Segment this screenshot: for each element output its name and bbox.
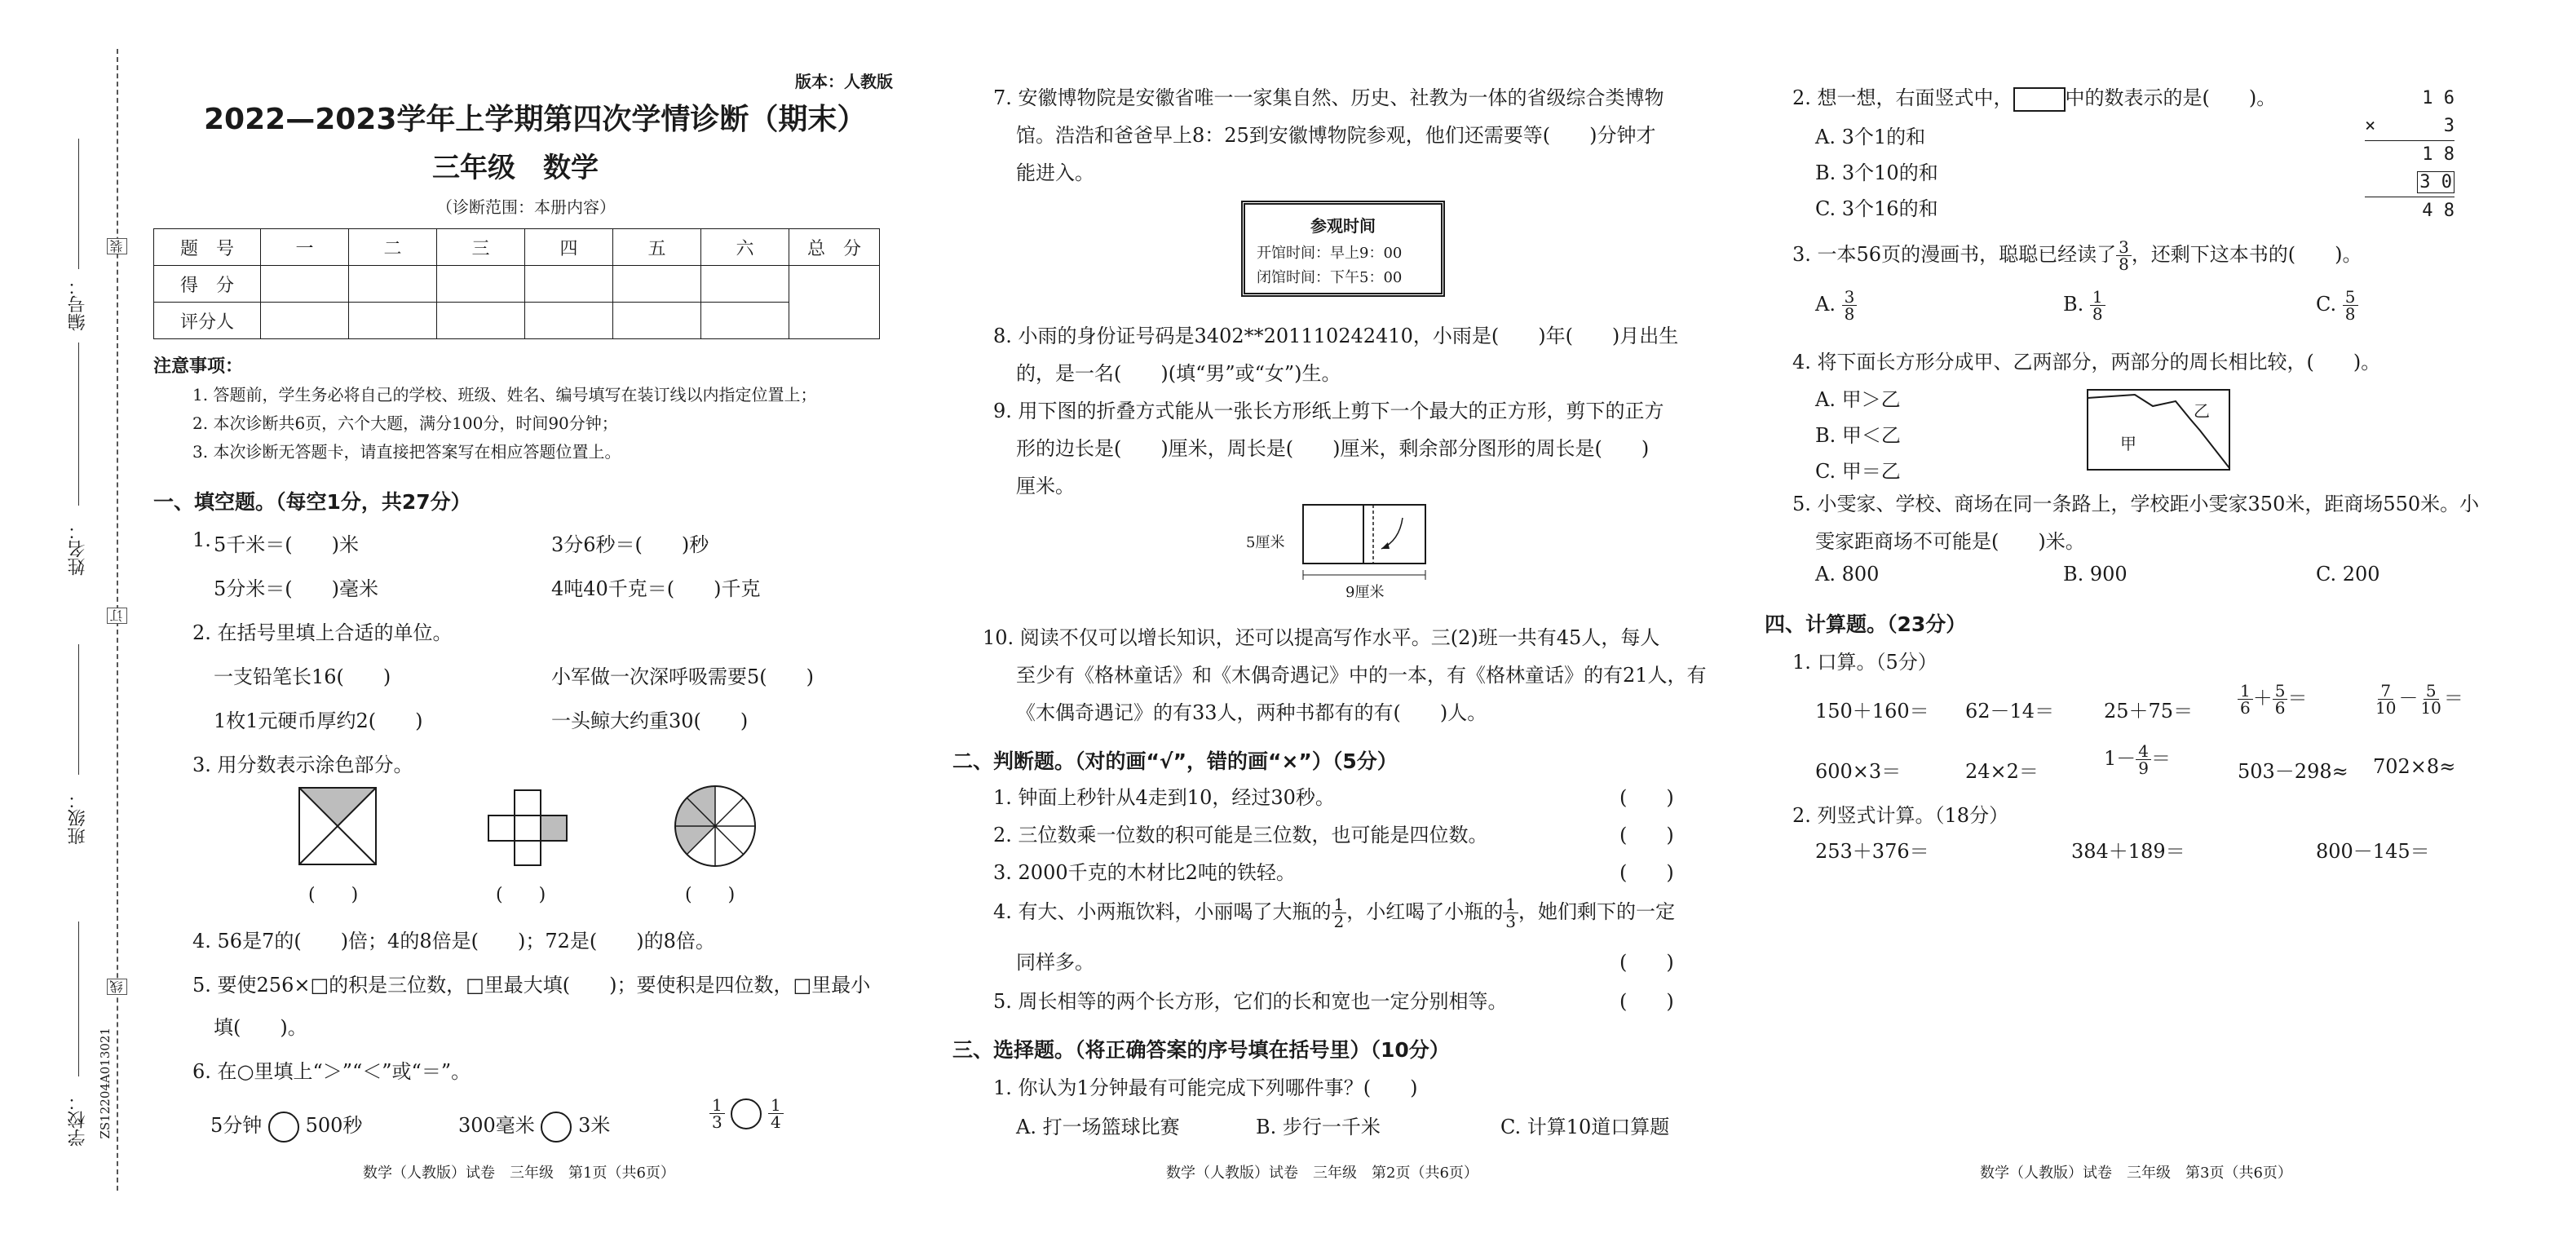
choice-2-option[interactable]: B. 3个10的和 <box>1815 161 1938 184</box>
q8-line: 的，是一名( )(填“男”或“女”)生。 <box>1016 362 1341 385</box>
score-table-header <box>154 229 880 266</box>
score-row-label: 得 分 <box>154 266 261 303</box>
note-item: 2. 本次诊断共6页，六个大题，满分100分，时间90分钟； <box>192 413 618 433</box>
fraction: $\frac{3}{8}$ <box>2116 239 2132 272</box>
paper-code: ZS12204A013021 <box>98 1028 113 1139</box>
score-header-cell: 四 <box>525 229 613 266</box>
fraction: $\frac{1}{2}$ <box>1332 896 1347 930</box>
column-calc-title: 2. 列竖式计算。（18分） <box>1792 804 2009 827</box>
q7-line: 馆。浩浩和爸爸早上8：25到安徽博物院参观，他们还需要等( )分钟才 <box>1016 124 1656 147</box>
choice-2: 2. 想一想，右面竖式中， 中的数表示的是( )。 <box>1792 82 2276 112</box>
choice-3: 3. 一本56页的漫画书，聪聪已经读了 $\frac{3}{8}$ ，还剩下这本书的( )。 <box>1792 237 2362 274</box>
page-footer: 数学（人教版）试卷 三年级 第2页（共6页） <box>1166 1165 1478 1182</box>
q6-item-b <box>458 1109 610 1143</box>
choice-1: 1. 你认为1分钟最有可能完成下列哪件事？( ) <box>993 1076 1418 1099</box>
q3-figure-square <box>298 787 377 865</box>
compare-circle[interactable] <box>541 1112 572 1143</box>
note-item: 3. 本次诊断无答题卡，请直接把答案写在相应答题位置上。 <box>192 442 621 462</box>
visit-hours-board <box>1241 201 1445 297</box>
q2-item: 小军做一次深呼吸需要5( ) <box>551 665 814 688</box>
judge-answer[interactable]: ( ) <box>1619 786 1674 809</box>
q7-line: 能进入。 <box>1016 161 1094 184</box>
q2-item: 1枚1元硬币厚约2( ) <box>214 709 423 732</box>
q3-blank[interactable]: ( ) <box>685 885 736 905</box>
choice-4: 4. 将下面长方形分成甲、乙两部分，两部分的周长相比较，( )。 <box>1792 351 2381 373</box>
vert-top: 1 6 <box>2422 88 2454 108</box>
q10-line: 10. 阅读不仅可以增长知识，还可以提高写作水平。三(2)班一共有45人，每人 <box>983 626 1660 649</box>
column-calc-item[interactable]: 800－145＝ <box>2316 840 2430 863</box>
region-yi-label: 乙 <box>2194 401 2210 421</box>
judge-item: 1. 钟面上秒针从4走到10，经过30秒。 <box>993 786 1335 809</box>
oral-calc-item[interactable]: 62－14＝ <box>1965 700 2055 723</box>
binding-mark-xian: 线 <box>107 979 127 995</box>
score-header-cell: 五 <box>613 229 701 266</box>
score-header-cell: 一 <box>261 229 349 266</box>
q1-item: 3分6秒＝( )秒 <box>551 533 709 556</box>
q9-fold-figure <box>1297 502 1443 583</box>
q10-line: 《木偶奇遇记》的有33人，两种书都有的有( )人。 <box>1016 701 1487 724</box>
q2-text: 2. 在括号里填上合适的单位。 <box>192 621 453 644</box>
q3-text: 3. 用分数表示涂色部分。 <box>192 754 413 776</box>
exam-subtitle: 三年级 数学 <box>432 152 599 184</box>
q8-line: 8. 小雨的身份证号码是3402**201110242410，小雨是( )年( )月出生 <box>993 325 1679 347</box>
q3-figure-circle <box>674 785 757 868</box>
judge-answer[interactable]: ( ) <box>1619 990 1674 1013</box>
choice-5-option[interactable]: C. 200 <box>2316 563 2380 586</box>
score-cell[interactable] <box>261 266 349 303</box>
choice-1-option[interactable]: A. 打一场篮球比赛 <box>1016 1116 1180 1138</box>
choice-5-line: 5. 小雯家、学校、商场在同一条路上，学校距小雯家350米，距商场550米。小 <box>1792 493 2480 515</box>
edition-label: 版本：人教版 <box>795 72 893 91</box>
grader-cell[interactable] <box>349 303 437 339</box>
field-number-line[interactable] <box>78 139 79 269</box>
grader-row <box>154 303 880 339</box>
q6-text: 6. 在○里填上“＞”“＜”或“＝”。 <box>192 1060 471 1083</box>
choice-3-option[interactable]: A. $\frac{3}{8}$ <box>1815 289 1857 322</box>
grader-row-label: 评分人 <box>154 303 261 339</box>
q1-item: 4吨40千克＝( )千克 <box>551 577 761 600</box>
field-name-label: 姓名： <box>68 522 88 576</box>
judge-item: 2. 三位数乘一位数的积可能是三位数，也可能是四位数。 <box>993 824 1488 846</box>
grader-cell[interactable] <box>613 303 701 339</box>
exam-scope: （诊断范围：本册内容） <box>436 197 616 217</box>
q2-item: 一支铅笔长16( ) <box>214 665 391 688</box>
fraction: $\frac{1}{4}$ <box>768 1097 784 1130</box>
judge-item-4: 4. 有大、小两瓶饮料，小丽喝了大瓶的 $\frac{1}{2}$ ，小红喝了小瓶的 $\frac{1}{3}$ ，她们剩下的一定 <box>993 895 1675 931</box>
column-calc-item[interactable]: 384＋189＝ <box>2071 840 2185 863</box>
field-class-line[interactable] <box>78 644 79 775</box>
field-name-line[interactable] <box>78 343 79 506</box>
score-header-cell: 总 分 <box>789 229 880 266</box>
choice-5-option[interactable]: B. 900 <box>2063 563 2128 586</box>
choice-5-line: 雯家距商场不可能是( )米。 <box>1815 530 2085 553</box>
highlight-box <box>2013 87 2066 112</box>
fraction: $\frac{1}{3}$ <box>709 1097 725 1130</box>
score-table <box>153 228 880 339</box>
judge-answer[interactable]: ( ) <box>1619 861 1674 884</box>
column-calc-item[interactable]: 253＋376＝ <box>1815 840 1929 863</box>
q9-line: 厘米。 <box>1016 475 1075 497</box>
section-3-title: 三、选择题。（将正确答案的序号填在括号里）（10分） <box>952 1038 1450 1062</box>
q5-text: 5. 要使256×□的积是三位数，□里最大填( )；要使积是四位数，□里最小 <box>192 974 871 997</box>
q3-blank[interactable]: ( ) <box>496 885 546 905</box>
section-2-title: 二、判断题。（对的画“√”，错的画“×”）（5分） <box>952 749 1398 773</box>
score-header-cell: 六 <box>701 229 789 266</box>
vert-result: 4 8 <box>2365 197 2454 225</box>
choice-1-option[interactable]: B. 步行一千米 <box>1256 1116 1381 1138</box>
score-header-cell: 题 号 <box>154 229 261 266</box>
vert-partial-1: 1 8 <box>2365 140 2454 169</box>
compare-circle[interactable] <box>731 1098 762 1129</box>
exam-title: 2022—2023学年上学期第四次学情诊断（期末） <box>204 103 867 136</box>
choice-3-option[interactable]: B. $\frac{1}{8}$ <box>2063 289 2105 322</box>
choice-4-option[interactable]: B. 甲＜乙 <box>1815 424 1901 447</box>
judge-answer[interactable]: ( ) <box>1619 951 1674 974</box>
region-jia-label: 甲 <box>2120 434 2136 453</box>
oral-calc-item[interactable]: $\frac{7}{10}$ － $\frac{5}{10}$ ＝ <box>2375 681 2463 718</box>
field-number-label: 编号： <box>68 277 88 331</box>
q6-right: 3米 <box>578 1114 611 1137</box>
note-item: 1. 答题前，学生务必将自己的学校、班级、姓名、编号填写在装订线以内指定位置上； <box>192 385 817 404</box>
oral-calc-title: 1. 口算。（5分） <box>1792 651 1938 674</box>
score-cell[interactable] <box>525 266 613 303</box>
oral-calc-item[interactable]: 702×8≈ <box>2373 755 2456 778</box>
fraction: $\frac{1}{3}$ <box>1503 896 1518 930</box>
binding-mark-zhuang: 装 <box>107 238 127 254</box>
judge-answer[interactable]: ( ) <box>1619 824 1674 846</box>
notes-title: 注意事项： <box>153 356 244 377</box>
visit-open: 开馆时间：早上9：00 <box>1257 245 1403 262</box>
choice-2-option[interactable]: C. 3个16的和 <box>1815 197 1938 220</box>
score-row <box>154 266 880 303</box>
vert-mult: × 3 <box>2365 116 2454 136</box>
page-footer: 数学（人教版）试卷 三年级 第3页（共6页） <box>1980 1165 2292 1182</box>
field-class-label: 班级： <box>68 791 88 845</box>
section-4-title: 四、计算题。（23分） <box>1765 612 1967 636</box>
oral-calc-item[interactable]: 24×2＝ <box>1965 760 2039 783</box>
judge-item: 3. 2000千克的木材比2吨的铁轻。 <box>993 861 1296 884</box>
q9-height-label: 5厘米 <box>1246 534 1285 551</box>
field-school-line[interactable] <box>78 922 79 1076</box>
score-header-cell: 三 <box>437 229 525 266</box>
q4-text: 4. 56是7的( )倍；4的8倍是( )；72是( )的8倍。 <box>192 930 715 952</box>
choice-4-rectangle-figure <box>2086 388 2233 473</box>
choice-4-option[interactable]: A. 甲＞乙 <box>1815 388 1901 411</box>
oral-calc-item[interactable]: 1－ $\frac{4}{9}$ ＝ <box>2104 741 2172 778</box>
oral-calc-item[interactable]: 25＋75＝ <box>2104 700 2194 723</box>
choice-1-option[interactable]: C. 计算10道口算题 <box>1500 1116 1670 1138</box>
q9-line: 形的边长是( )厘米，周长是( )厘米，剩余部分图形的周长是( ) <box>1016 437 1650 460</box>
q6-item-a <box>210 1109 362 1143</box>
field-school-label: 学校： <box>68 1093 88 1147</box>
score-cell[interactable] <box>701 266 789 303</box>
q1-item: 5分米＝( )毫米 <box>214 577 378 600</box>
q6-left: 5分钟 <box>210 1114 263 1137</box>
page-footer: 数学（人教版）试卷 三年级 第1页（共6页） <box>363 1165 675 1182</box>
oral-calc-item[interactable]: $\frac{1}{6}$ ＋ $\frac{5}{6}$ ＝ <box>2238 682 2307 716</box>
score-cell[interactable] <box>613 266 701 303</box>
judge-item-4-cont: 同样多。 <box>1016 951 1094 974</box>
grader-cell[interactable] <box>701 303 789 339</box>
choice-2-option[interactable]: A. 3个1的和 <box>1815 126 1926 148</box>
q2-item: 一头鲸大约重30( ) <box>551 709 749 732</box>
visit-title: 参观时间 <box>1310 216 1376 236</box>
score-cell[interactable] <box>349 266 437 303</box>
q1-label: 1. <box>192 528 211 551</box>
q1-item: 5千米＝( )米 <box>214 533 359 556</box>
oral-calc-item[interactable]: 600×3＝ <box>1815 760 1902 783</box>
q3-figure-cross <box>488 789 569 866</box>
vert-partial-2: 3 0 <box>2365 169 2454 197</box>
choice-5-option[interactable]: A. 800 <box>1815 563 1880 586</box>
judge-item: 5. 周长相等的两个长方形，它们的长和宽也一定分别相等。 <box>993 990 1508 1013</box>
q7-line: 7. 安徽博物院是安徽省唯一一家集自然、历史、社教为一体的省级综合类博物 <box>993 86 1664 109</box>
grader-cell[interactable] <box>525 303 613 339</box>
q10-line: 至少有《格林童话》和《木偶奇遇记》中的一本，有《格林童话》的有21人，有 <box>1016 664 1707 687</box>
choice-4-option[interactable]: C. 甲＝乙 <box>1815 460 1901 483</box>
q9-line: 9. 用下图的折叠方式能从一张长方形纸上剪下一个最大的正方形，剪下的正方 <box>993 400 1664 422</box>
oral-calc-item[interactable]: 150＋160＝ <box>1815 700 1929 723</box>
q6-item-c <box>709 1097 784 1130</box>
binding-mark-ding: 订 <box>107 608 127 624</box>
q6-left: 300毫米 <box>458 1114 535 1137</box>
q3-blank[interactable]: ( ) <box>308 885 359 905</box>
choice-3-option[interactable]: C. $\frac{5}{8}$ <box>2316 289 2358 322</box>
visit-close: 闭馆时间：下午5：00 <box>1257 269 1403 286</box>
score-header-cell: 二 <box>349 229 437 266</box>
grader-cell[interactable] <box>437 303 525 339</box>
score-cell[interactable] <box>437 266 525 303</box>
grader-cell[interactable] <box>261 303 349 339</box>
compare-circle[interactable] <box>268 1112 299 1143</box>
total-score-cell[interactable] <box>789 266 880 339</box>
section-1-title: 一、填空题。（每空1分，共27分） <box>153 490 471 514</box>
q9-width-label: 9厘米 <box>1345 584 1385 601</box>
q6-right: 500秒 <box>305 1114 363 1137</box>
vertical-multiplication <box>2365 85 2454 225</box>
oral-calc-item[interactable]: 503－298≈ <box>2238 760 2348 783</box>
q5-text-cont: 填( )。 <box>214 1016 307 1039</box>
